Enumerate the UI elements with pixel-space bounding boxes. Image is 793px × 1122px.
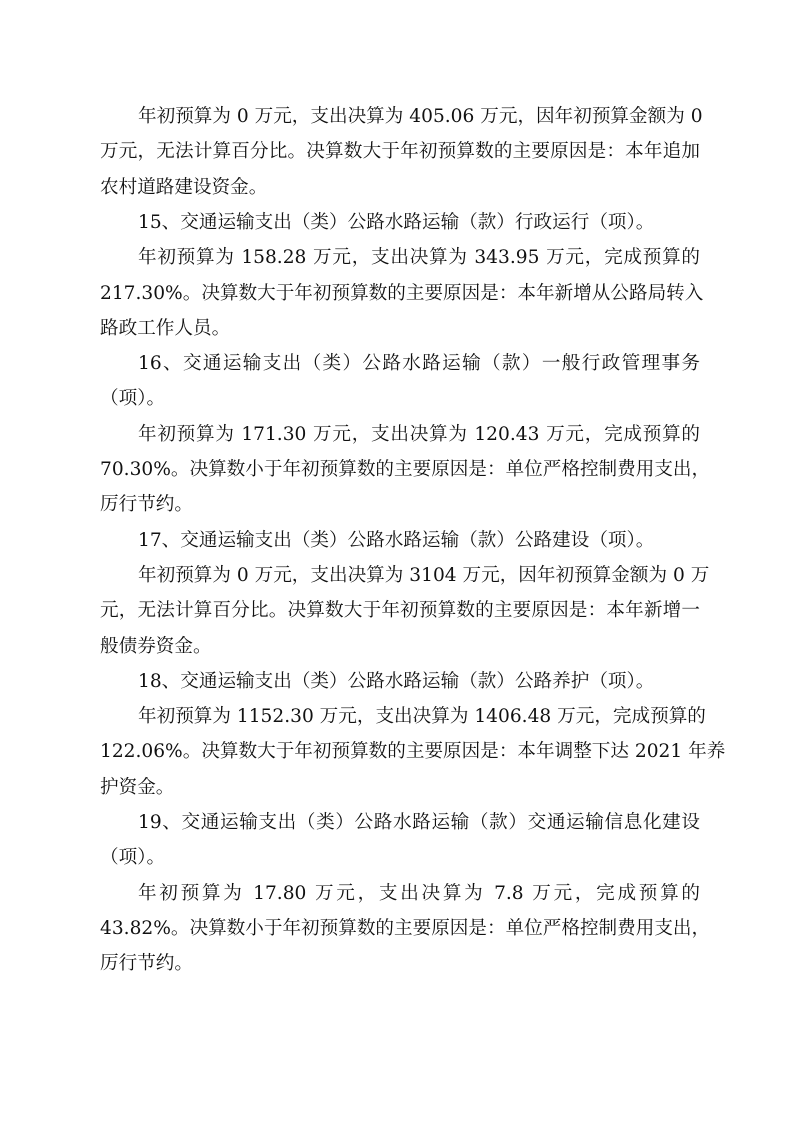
paragraph-line: 元，无法计算百分比。决算数大于年初预算数的主要原因是：本年新增一 bbox=[100, 600, 700, 622]
paragraph-line: 19、交通运输支出（类）公路水路运输（款）交通运输信息化建设 bbox=[138, 812, 700, 833]
paragraph-line: 年初预算为 171.30 万元，支出决算为 120.43 万元，完成预算的 bbox=[138, 423, 700, 445]
paragraph-line: 18、交通运输支出（类）公路水路运输（款）公路养护（项）。 bbox=[138, 670, 655, 692]
paragraph-line: 厉行节约。 bbox=[100, 494, 193, 516]
paragraph-line: （项）。 bbox=[100, 847, 166, 869]
paragraph-line: 年初预算为 0 万元，支出决算为 405.06 万元，因年初预算金额为 0 bbox=[138, 106, 703, 127]
paragraph-line: 厉行节约。 bbox=[100, 953, 193, 975]
paragraph-line: 年初预算为 17.80 万元，支出决算为 7.8 万元，完成预算的 bbox=[138, 882, 700, 904]
paragraph-line: 70.30%。决算数小于年初预算数的主要原因是：单位严格控制费用支出， bbox=[100, 459, 711, 480]
paragraph-line: 年初预算为 0 万元，支出决算为 3104 万元，因年初预算金额为 0 万 bbox=[138, 564, 710, 586]
paragraph-line: 122.06%。决算数大于年初预算数的主要原因是：本年调整下达 2021 年养 bbox=[100, 741, 726, 763]
paragraph-line: 217.30%。决算数大于年初预算数的主要原因是：本年新增从公路局转入 bbox=[100, 282, 704, 304]
paragraph-line: 17、交通运输支出（类）公路水路运输（款）公路建设（项）。 bbox=[138, 529, 655, 551]
paragraph-line: 般债券资金。 bbox=[100, 635, 212, 657]
paragraph-line: （项）。 bbox=[100, 388, 166, 410]
paragraph-line: 15、交通运输支出（类）公路水路运输（款）行政运行（项）。 bbox=[138, 211, 655, 233]
paragraph-line: 16、交通运输支出（类）公路水路运输（款）一般行政管理事务 bbox=[138, 353, 700, 375]
paragraph-line: 路政工作人员。 bbox=[100, 317, 231, 339]
paragraph-line: 年初预算为 158.28 万元，支出决算为 343.95 万元，完成预算的 bbox=[138, 247, 700, 269]
paragraph-line: 护资金。 bbox=[100, 776, 175, 798]
paragraph-line: 43.82%。决算数小于年初预算数的主要原因是：单位严格控制费用支出， bbox=[100, 917, 711, 939]
paragraph-line: 农村道路建设资金。 bbox=[100, 176, 268, 198]
paragraph-line: 万元，无法计算百分比。决算数大于年初预算数的主要原因是：本年追加 bbox=[100, 141, 700, 163]
paragraph-line: 年初预算为 1152.30 万元，支出决算为 1406.48 万元，完成预算的 bbox=[138, 706, 706, 728]
